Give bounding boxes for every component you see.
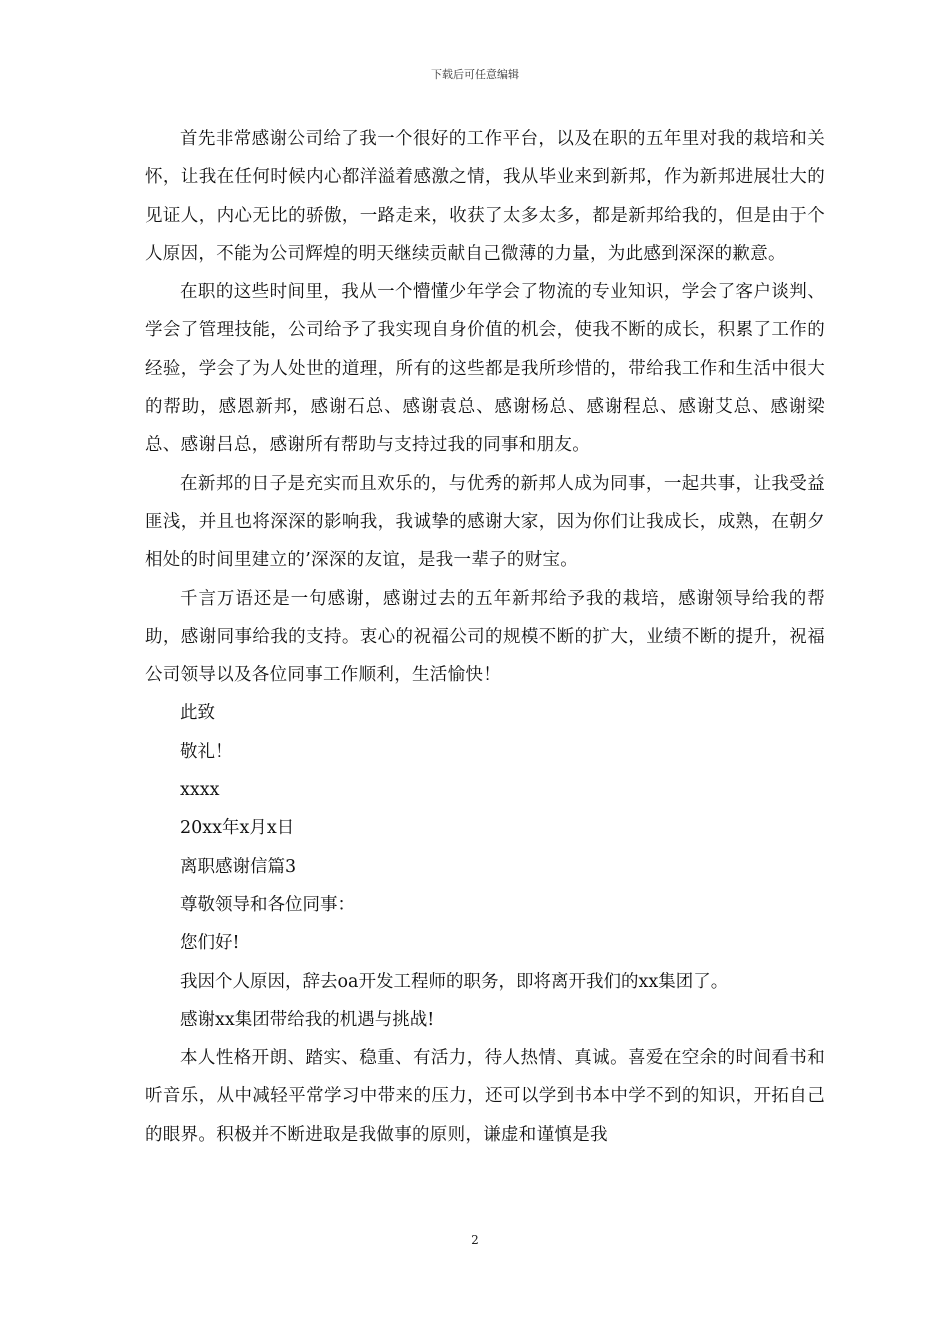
closing-cizhi: 此致 — [180, 703, 215, 724]
paragraph-personality: 本人性格开朗、踏实、稳重、有活力，待人热情、真诚。喜爱在空余的时间看书和听音乐，从中减轻平常学习中带来的压力，还可以学到书本中学不到的知识，开拓自己的眼界。积极并不断进取是我做事的原则，谦虚和谨慎是我 — [145, 1048, 825, 1145]
page-header: 下载后可任意编辑 — [431, 68, 519, 81]
signature-date: 20xx年x月x日 — [180, 818, 295, 839]
section-title: 离职感谢信篇3 — [180, 856, 297, 877]
document-body — [145, 120, 825, 1154]
greeting: 您们好! — [180, 933, 240, 954]
thanks-statement: 感谢xx集团带给我的机遇与挑战! — [180, 1009, 435, 1030]
resignation-statement: 我因个人原因，辞去oa开发工程师的职务，即将离开我们的xx集团了。 — [180, 971, 729, 992]
page-number: 2 — [471, 1233, 479, 1247]
signature-name: xxxx — [180, 780, 220, 801]
paragraph-growth: 在职的这些时间里，我从一个懵懂少年学会了物流的专业知识，学会了客户谈判、学会了管理技能，公司给予了我实现自身价值的机会，使我不断的成长，积累了工作的经验，学会了为人处世的道理，所有的这些都是我所珍惜的，带给我工作和生活中很大的帮助，感恩新邦，感谢石总、感谢袁总、感谢杨总、感谢程总、感谢艾总、感谢梁总、感谢吕总，感谢所有帮助与支持过我的同事和朋友。 — [145, 282, 825, 456]
salutation: 尊敬领导和各位同事： — [180, 894, 355, 915]
closing-jingli: 敬礼！ — [180, 741, 233, 762]
paragraph-blessing: 千言万语还是一句感谢，感谢过去的五年新邦给予我的栽培，感谢领导给我的帮助，感谢同事给我的支持。衷心的祝福公司的规模不断的扩大，业绩不断的提升，祝福公司领导以及各位同事工作顺利，生活愉快！ — [145, 588, 825, 686]
paragraph-gratitude: 首先非常感谢公司给了我一个很好的工作平台，以及在职的五年里对我的栽培和关怀，让我在任何时候内心都洋溢着感激之情，我从毕业来到新邦，作为新邦进展壮大的见证人，内心无比的骄傲，一路走来，收获了太多太多，都是新邦给我的，但是由于个人原因，不能为公司辉煌的明天继续贡献自己微薄的力量，为此感到深深的歉意。 — [145, 129, 825, 264]
paragraph-colleagues: 在新邦的日子是充实而且欢乐的，与优秀的新邦人成为同事，一起共事，让我受益匪浅，并且也将深深的影响我，我诚挚的感谢大家，因为你们让我成长，成熟，在朝夕相处的时间里建立的’深深的友谊，是我一辈子的财宝。 — [145, 473, 825, 571]
